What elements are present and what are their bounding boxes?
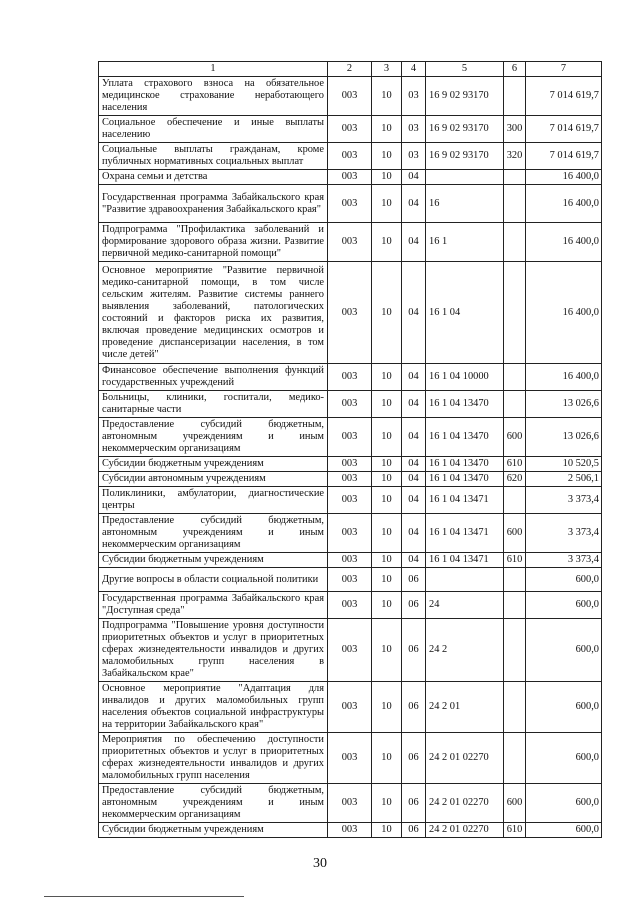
table-row [99,262,602,364]
target-article: 24 [426,592,504,619]
section-code: 10 [372,568,402,592]
subsection-code: 04 [402,553,426,568]
target-article: 16 1 04 13471 [426,553,504,568]
admin-code: 003 [328,262,372,364]
expense-type: 600 [504,418,526,457]
admin-code: 003 [328,592,372,619]
admin-code: 003 [328,364,372,391]
subsection-code: 03 [402,77,426,116]
expense-type [504,391,526,418]
table-row [99,784,602,823]
table-row [99,553,602,568]
section-code: 10 [372,823,402,838]
admin-code: 003 [328,733,372,784]
target-article [426,568,504,592]
amount: 3 373,4 [526,553,602,568]
target-article: 16 9 02 93170 [426,77,504,116]
amount: 600,0 [526,733,602,784]
page-number: 30 [313,856,327,871]
header-row [99,62,602,77]
row-name: Подпрограмма "Повышение уровня доступности приоритетных объектов и услуг в приоритетных сферах жизнедеятельности инвалидов и других маломобильных групп населения в Забайкальском крае" [99,619,328,682]
row-name: Субсидии бюджетным учреждениям [99,553,328,568]
target-article: 24 2 01 02270 [426,823,504,838]
table-row [99,418,602,457]
admin-code: 003 [328,514,372,553]
subsection-code: 04 [402,223,426,262]
column-header: 6 [504,62,526,77]
row-name: Основное мероприятие "Адаптация для инвалидов и других маломобильных групп населения объектов социальной инфраструктуры на территории Забайкальского края" [99,682,328,733]
column-header: 5 [426,62,504,77]
amount: 10 520,5 [526,457,602,472]
admin-code: 003 [328,472,372,487]
admin-code: 003 [328,487,372,514]
amount: 600,0 [526,592,602,619]
expense-type [504,487,526,514]
row-name: Предоставление субсидий бюджетным, автономным учреждениям и иным некоммерческим организациям [99,418,328,457]
amount: 600,0 [526,784,602,823]
section-code: 10 [372,262,402,364]
row-name: Социальные выплаты гражданам, кроме публичных нормативных социальных выплат [99,143,328,170]
expense-type: 610 [504,457,526,472]
table-row [99,116,602,143]
admin-code: 003 [328,784,372,823]
subsection-code: 04 [402,391,426,418]
expense-type: 600 [504,514,526,553]
subsection-code: 04 [402,514,426,553]
section-code: 10 [372,116,402,143]
table-row [99,364,602,391]
subsection-code: 03 [402,143,426,170]
row-name: Мероприятия по обеспечению доступности приоритетных объектов и услуг в приоритетных сферах жизнедеятельности инвалидов и других маломобильных групп населения [99,733,328,784]
section-code: 10 [372,457,402,472]
target-article: 16 1 04 10000 [426,364,504,391]
target-article: 16 1 04 13470 [426,472,504,487]
admin-code: 003 [328,391,372,418]
row-name: Государственная программа Забайкальского края "Развитие здравоохранения Забайкальского края" [99,185,328,223]
row-name: Больницы, клиники, госпитали, медико-санитарные части [99,391,328,418]
target-article: 16 1 04 13470 [426,391,504,418]
admin-code: 003 [328,223,372,262]
table-row [99,391,602,418]
table-row [99,682,602,733]
target-article: 16 1 [426,223,504,262]
section-code: 10 [372,487,402,514]
admin-code: 003 [328,568,372,592]
footer-divider [44,896,244,897]
section-code: 10 [372,514,402,553]
row-name: Социальное обеспечение и иные выплаты населению [99,116,328,143]
section-code: 10 [372,391,402,418]
amount: 2 506,1 [526,472,602,487]
section-code: 10 [372,170,402,185]
row-name: Охрана семьи и детства [99,170,328,185]
table-row [99,472,602,487]
section-code: 10 [372,77,402,116]
section-code: 10 [372,185,402,223]
expense-type [504,619,526,682]
expense-type [504,185,526,223]
amount: 16 400,0 [526,364,602,391]
expense-type: 300 [504,116,526,143]
target-article: 16 9 02 93170 [426,116,504,143]
subsection-code: 04 [402,170,426,185]
row-name: Предоставление субсидий бюджетным, автономным учреждениям и иным некоммерческим организациям [99,514,328,553]
subsection-code: 06 [402,733,426,784]
amount: 600,0 [526,682,602,733]
row-name: Поликлиники, амбулатории, диагностические центры [99,487,328,514]
row-name: Государственная программа Забайкальского края "Доступная среда" [99,592,328,619]
expense-type: 610 [504,553,526,568]
table-row [99,223,602,262]
subsection-code: 06 [402,592,426,619]
subsection-code: 04 [402,364,426,391]
target-article: 24 2 01 02270 [426,784,504,823]
subsection-code: 06 [402,823,426,838]
section-code: 10 [372,592,402,619]
admin-code: 003 [328,77,372,116]
subsection-code: 04 [402,418,426,457]
amount: 600,0 [526,619,602,682]
budget-table [98,61,602,838]
expense-type [504,682,526,733]
admin-code: 003 [328,143,372,170]
row-name: Субсидии автономным учреждениям [99,472,328,487]
column-header: 4 [402,62,426,77]
admin-code: 003 [328,553,372,568]
subsection-code: 04 [402,185,426,223]
target-article [426,170,504,185]
column-header: 1 [99,62,328,77]
table-row [99,823,602,838]
expense-type [504,223,526,262]
amount: 13 026,6 [526,418,602,457]
admin-code: 003 [328,457,372,472]
column-header: 7 [526,62,602,77]
section-code: 10 [372,223,402,262]
table-row [99,514,602,553]
expense-type: 600 [504,784,526,823]
amount: 16 400,0 [526,185,602,223]
table-row [99,77,602,116]
target-article: 16 1 04 13470 [426,457,504,472]
subsection-code: 04 [402,457,426,472]
admin-code: 003 [328,170,372,185]
subsection-code: 03 [402,116,426,143]
table-row [99,185,602,223]
table-row [99,457,602,472]
target-article: 24 2 [426,619,504,682]
section-code: 10 [372,553,402,568]
table-row [99,170,602,185]
admin-code: 003 [328,418,372,457]
section-code: 10 [372,784,402,823]
amount: 16 400,0 [526,170,602,185]
expense-type [504,364,526,391]
expense-type [504,77,526,116]
amount: 600,0 [526,823,602,838]
table-row [99,619,602,682]
column-header: 2 [328,62,372,77]
table-body [99,62,602,838]
subsection-code: 04 [402,472,426,487]
subsection-code: 06 [402,682,426,733]
admin-code: 003 [328,682,372,733]
table-row [99,143,602,170]
target-article: 16 [426,185,504,223]
expense-type: 620 [504,472,526,487]
table-row [99,568,602,592]
target-article: 16 1 04 13471 [426,487,504,514]
amount: 600,0 [526,568,602,592]
row-name: Предоставление субсидий бюджетным, автономным учреждениям и иным некоммерческим организациям [99,784,328,823]
section-code: 10 [372,364,402,391]
row-name: Подпрограмма "Профилактика заболеваний и формирование здорового образа жизни. Развитие первичной медико-санитарной помощи" [99,223,328,262]
amount: 13 026,6 [526,391,602,418]
amount: 3 373,4 [526,514,602,553]
subsection-code: 04 [402,262,426,364]
expense-type: 610 [504,823,526,838]
section-code: 10 [372,472,402,487]
amount: 16 400,0 [526,223,602,262]
expense-type [504,262,526,364]
admin-code: 003 [328,823,372,838]
expense-type [504,592,526,619]
section-code: 10 [372,682,402,733]
expense-type [504,170,526,185]
row-name: Другие вопросы в области социальной политики [99,568,328,592]
subsection-code: 06 [402,568,426,592]
table-row [99,592,602,619]
row-name: Основное мероприятие "Развитие первичной медико-санитарной помощи, в том числе сельским жителям. Развитие системы раннего выявления заболеваний, патологических состояний и факторов риска их развития, включая проведение медицинских осмотров и проведение диспансеризации населения, в том числе детей" [99,262,328,364]
expense-type [504,733,526,784]
amount: 7 014 619,7 [526,77,602,116]
column-header: 3 [372,62,402,77]
amount: 7 014 619,7 [526,116,602,143]
table-row [99,733,602,784]
amount: 7 014 619,7 [526,143,602,170]
section-code: 10 [372,143,402,170]
subsection-code: 06 [402,619,426,682]
subsection-code: 06 [402,784,426,823]
table-row [99,487,602,514]
expense-type: 320 [504,143,526,170]
target-article: 16 1 04 [426,262,504,364]
target-article: 16 1 04 13470 [426,418,504,457]
subsection-code: 04 [402,487,426,514]
row-name: Финансовое обеспечение выполнения функций государственных учреждений [99,364,328,391]
expense-type [504,568,526,592]
admin-code: 003 [328,619,372,682]
target-article: 16 9 02 93170 [426,143,504,170]
target-article: 24 2 01 [426,682,504,733]
amount: 16 400,0 [526,262,602,364]
row-name: Субсидии бюджетным учреждениям [99,457,328,472]
admin-code: 003 [328,116,372,143]
amount: 3 373,4 [526,487,602,514]
section-code: 10 [372,619,402,682]
row-name: Уплата страхового взноса на обязательное медицинское страхование неработающего населения [99,77,328,116]
section-code: 10 [372,733,402,784]
target-article: 16 1 04 13471 [426,514,504,553]
row-name: Субсидии бюджетным учреждениям [99,823,328,838]
admin-code: 003 [328,185,372,223]
target-article: 24 2 01 02270 [426,733,504,784]
section-code: 10 [372,418,402,457]
